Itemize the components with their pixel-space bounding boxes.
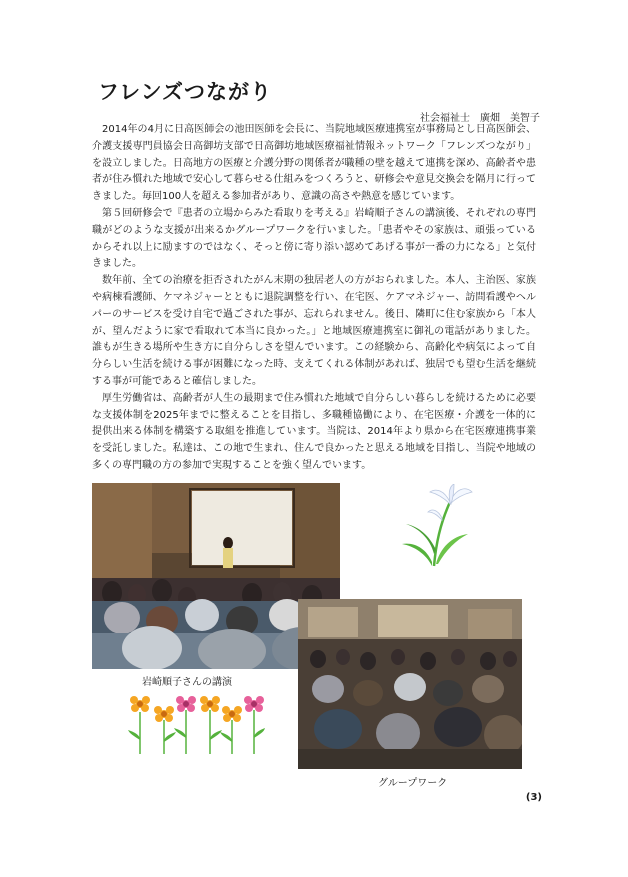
article-body [92, 122, 536, 475]
paragraph-4: 厚生労働省は、高齢者が人生の最期まで住み慣れた地域で自分らしい暮らしを続けるために必要な支援体制を2025年までに整えることを目指し、多職種協働により、在宅医療・介護を一体的に提供出来る体制を構築する取組を推進しています。当院は、2014年より県から在宅医療連携事業を受託しました。私達は、この地で生まれ、住んで良かったと思える地域を目指し、当院や地域の多くの専門職の方の参加で実現することを強く望んでいます。 [92, 392, 536, 471]
lecture-caption: 岩崎順子さんの講演 [142, 677, 232, 688]
flower-icon [128, 696, 150, 754]
page-title: フレンズつながり [98, 80, 273, 104]
paragraph-2: 第５回研修会で『患者の立場からみた看取りを考える』岩崎順子さんの講演後、それぞれの専門職がどのような支援が出来るかグループワークを行いました。「患者やその家族は、頑張っているからそれ以上に励ますのではなく、そっと傍に寄り添い認めてあげる事が一番の力になる」と気付きました。 [92, 207, 536, 270]
lily-illustration [396, 484, 478, 568]
page-number: (3) [525, 792, 542, 803]
paragraph-1: 2014年の4月に日高医師会の池田医師を会長に、当院地域医療連携室が事務局とし日高医師会、介護支援専門員協会日高御坊支部で日高御坊地域医療福祉情報ネットワーク「フレンズつながり」を設立しました。日高地方の医療と介護分野の関係者が職種の壁を越えて連携を深め、高齢者や患者が住み慣れた地域で安心して暮らせる仕組みをつくろうと、研修会や意見交換会を隔月に行ってきました。毎回100人を超える参加者があり、意識の高さや熱意を感じています。 [92, 124, 536, 203]
groupwork-caption: グループワーク [378, 778, 448, 789]
paragraph-3: 数年前、全ての治療を拒否されたがん末期の独居老人の方がおられました。本人、主治医、家族や病棟看護師、ケマネジャーとともに退院調整を行い、在宅医、ケアマネジャー、訪問看護やヘルパーのサービスを受け自宅で過ごされた事が、忘れられません。後日、隣町に住む家族から「本人が、望んだように家で看取れて本当に良かった。」と地域医療連携室に御礼の電話がありました。誰もが生きる場所や生き方に自分らしさを望んでいます。この経験から、高齢化や病気によって自分らしい生活を続ける事が困難になった時、支えてくれる体制があれば、独居でも望む生活を継続する事が可能であると確信しました。 [92, 275, 536, 387]
author-line: 社会福祉士 廣畑 美智子 [420, 113, 540, 124]
groupwork-photo [298, 599, 522, 769]
flower-row-illustration [126, 690, 266, 756]
